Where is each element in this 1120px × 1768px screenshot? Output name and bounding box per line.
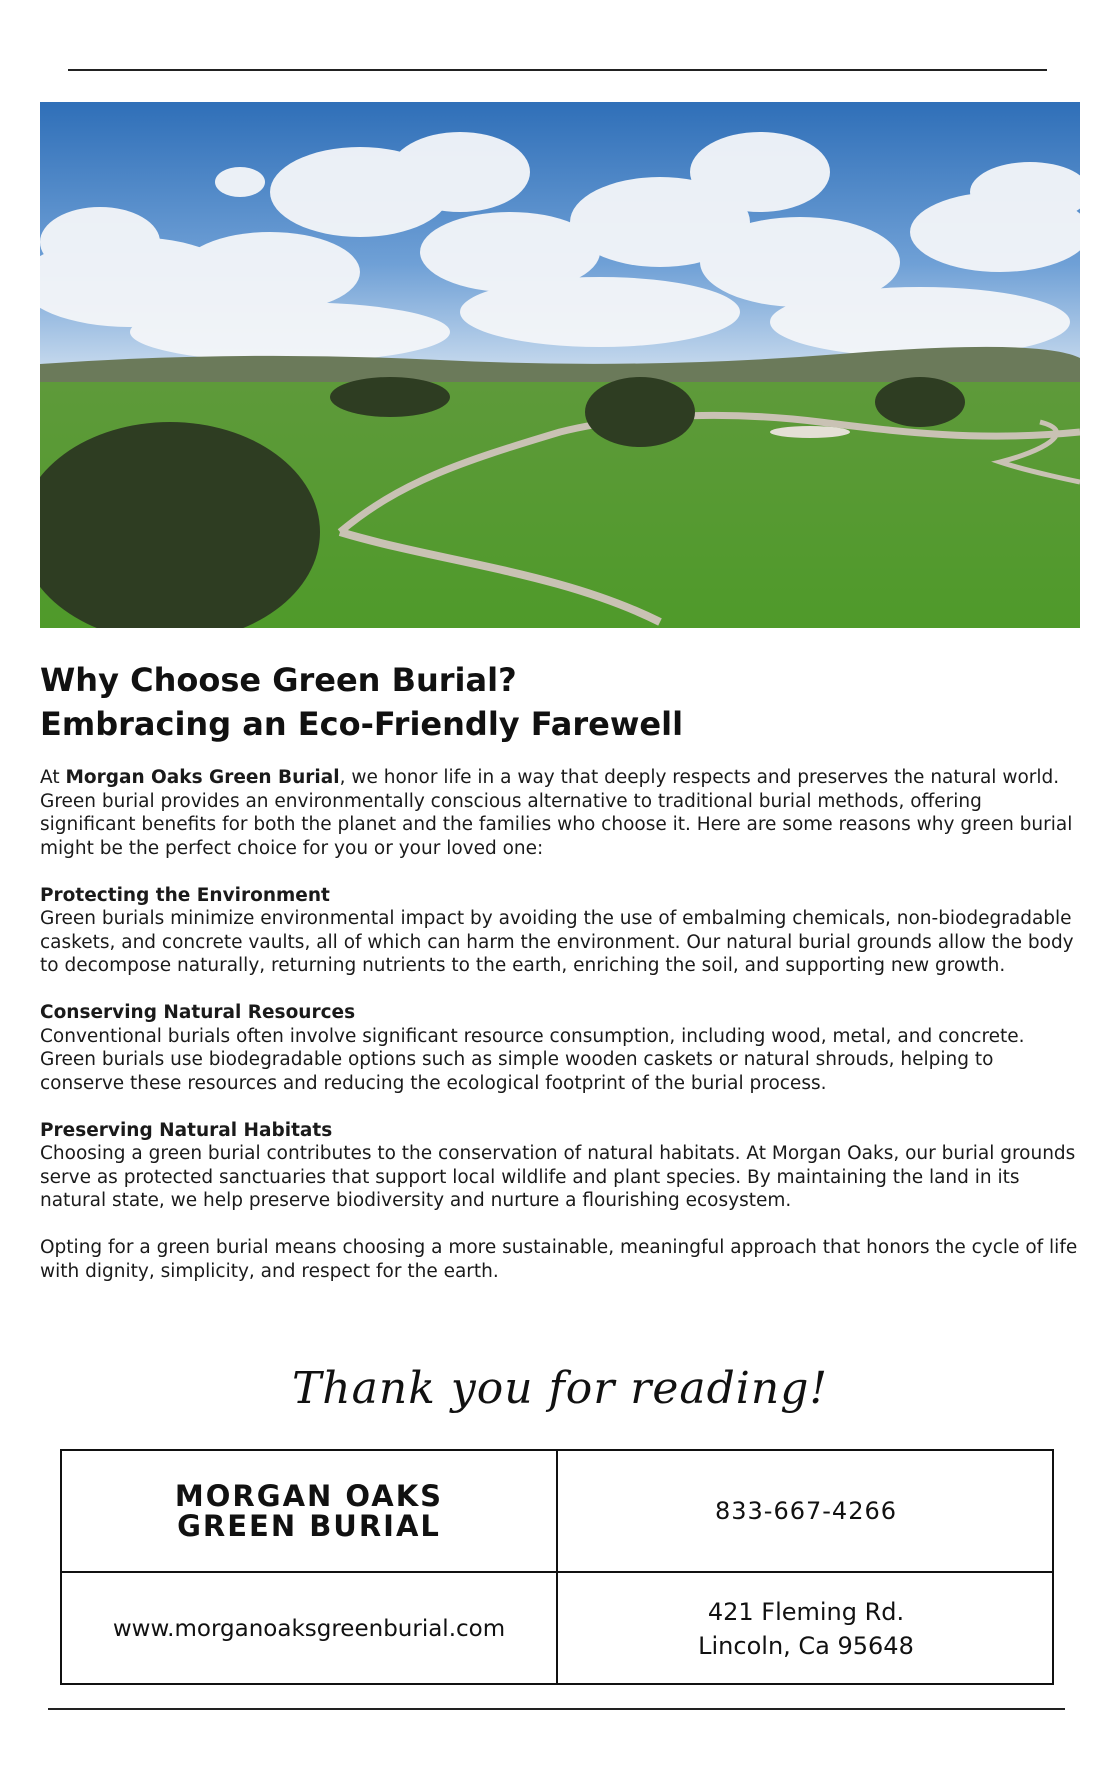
address-cell	[558, 1573, 1054, 1685]
website-link[interactable]: www.morganoaksgreenburial.com	[112, 1616, 506, 1642]
article-heading	[40, 658, 1080, 746]
closing-paragraph: Opting for a green burial means choosing a more sustainable, meaningful approach that honors the cycle of life with dignity, simplicity, and respect for the earth.	[40, 1237, 1078, 1282]
section-text: Conventional burials often involve significant resource consumption, including wood, metal, and concrete. Green burials use biodegradable options such as simple wooden caskets or natural shrouds, helping to conserve these resources and reducing the ecological footprint of the burial process.	[40, 1025, 1025, 1094]
top-divider	[68, 69, 1047, 71]
thank-you-signature: Thank you for reading!	[291, 1363, 829, 1414]
phone-cell	[558, 1451, 1054, 1573]
section-resources	[40, 1001, 1080, 1095]
section-title: Preserving Natural Habitats	[40, 1119, 333, 1141]
address	[698, 1595, 914, 1663]
address-line-1: 421 Fleming Rd.	[707, 1598, 905, 1626]
address-line-2: Lincoln, Ca 95648	[698, 1632, 914, 1660]
section-text: Green burials minimize environmental impact by avoiding the use of embalming chemicals, non-biodegradable caskets, and concrete vaults, all of which can harm the environment. Our natural burial grounds allow the body to decompose naturally, returning nutrients to the earth, enriching the soil, and supporting new growth.	[40, 908, 1074, 976]
section-title: Conserving Natural Resources	[40, 1002, 356, 1023]
section-text: Choosing a green burial contributes to the conservation of natural habitats. At Morgan Oaks, our burial grounds serve as protected sanctuaries that support local wildlife and plant species. By maintaining the land in its natural state, we help preserve biodiversity and nurture a flourishing ecosystem.	[40, 1143, 1076, 1211]
brand-cell	[62, 1451, 558, 1573]
landscape-photo	[40, 102, 1080, 628]
phone-number[interactable]: 833-667-4266	[714, 1497, 897, 1525]
section-environment	[40, 884, 1080, 978]
intro-paragraph: At Morgan Oaks Green Burial, we honor life in a way that deeply respects and preserves the natural world. Green burial provides an environmentally conscious alternative to traditional burial methods, offering significant benefits for both the planet and the families who choose it. Here are some reasons why green burial might be the perfect choice for you or your loved one:	[40, 767, 1073, 859]
article-body	[40, 766, 1080, 1307]
brand-logo-text: MORGAN OAKS GREEN BURIAL	[174, 1479, 444, 1543]
heading-line-2: Embracing an Eco-Friendly Farewell	[40, 705, 684, 743]
section-habitats	[40, 1119, 1080, 1213]
contact-table	[60, 1449, 1054, 1685]
brand-mention: Morgan Oaks Green Burial	[65, 767, 340, 788]
bottom-divider	[48, 1708, 1065, 1710]
section-title: Protecting the Environment	[40, 884, 330, 906]
website-cell	[62, 1573, 558, 1685]
heading-line-1: Why Choose Green Burial?	[40, 661, 517, 699]
